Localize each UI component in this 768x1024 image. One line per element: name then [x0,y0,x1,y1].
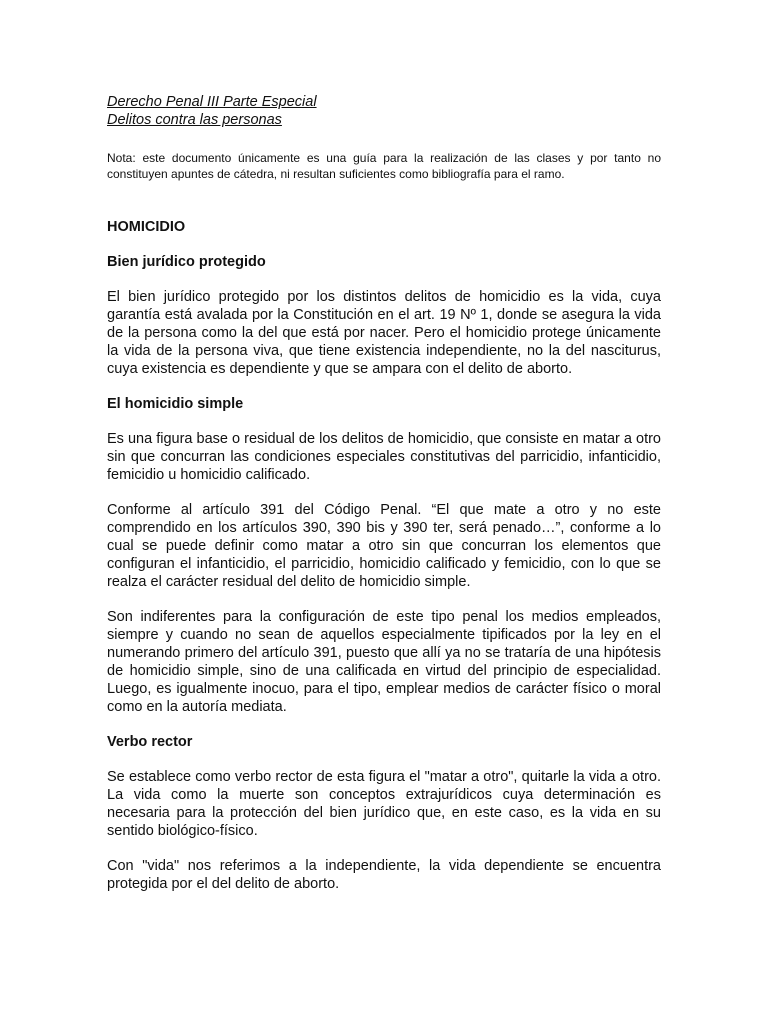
paragraph-homicidio-simple-3: Son indiferentes para la configuración de este tipo penal los medios empleados, siempre y cuando no sean de aquellos especialmente tipificados por la ley en el numerando primero del artículo 391, puesto que allí ya no se trataría de una hipótesis de homicidio simple, sino de una calificada en virtud del principio de especialidad. Luego, es igualmente inocuo, para el tipo, emplear medios de carácter físico o moral como en la autoría mediata. [107,609,661,715]
paragraph-homicidio-simple-1: Es una figura base o residual de los delitos de homicidio, que consiste en matar a otro sin que concurran las condiciones especiales constitutivas del parricidio, infanticidio, femicidio u homicidio calificado. [107,431,661,483]
course-subtitle: Delitos contra las personas [107,112,282,128]
paragraph-homicidio-simple-2: Conforme al artículo 391 del Código Penal. “El que mate a otro y no este comprendido en los artículos 390, 390 bis y 390 ter, será penado…”, conforme a lo cual se puede definir como matar a otro sin que concurran los elementos que configuran el infanticidio, el parricidio, homicidio calificado y femicidio, con lo que se realza el carácter residual del delito de homicidio simple. [107,502,661,590]
paragraph-verbo-rector-1: Se establece como verbo rector de esta figura el "matar a otro", quitarle la vida a otro. La vida como la muerte son conceptos extrajurídicos cuya determinación es necesaria para la protección del bien jurídico que, en este caso, es la vida en su sentido biológico-físico. [107,769,661,839]
paragraph-verbo-rector-2: Con "vida" nos referimos a la independiente, la vida dependiente se encuentra protegida por el del delito de aborto. [107,858,661,892]
paragraph-bien-juridico: El bien jurídico protegido por los distintos delitos de homicidio es la vida, cuya garantía está avalada por la Constitución en el art. 19 Nº 1, donde se asegura la vida de la persona como la del que está por nacer. Pero el homicidio protege únicamente la vida de la persona viva, que tiene existencia independiente, no la del nasciturus, cuya existencia es dependiente y que se ampara con el delito de aborto. [107,289,661,377]
section-heading-homicidio-simple: El homicidio simple [107,396,244,412]
course-title: Derecho Penal III Parte Especial [107,94,317,110]
section-heading-bien-juridico: Bien jurídico protegido [107,254,266,270]
section-heading-homicidio: HOMICIDIO [107,219,186,235]
section-heading-verbo-rector: Verbo rector [107,734,193,750]
disclaimer-note: Nota: este documento únicamente es una guía para la realización de las clases y por tanto no constituyen apuntes de cátedra, ni resultan suficientes como bibliografía para el ramo. [107,151,661,181]
